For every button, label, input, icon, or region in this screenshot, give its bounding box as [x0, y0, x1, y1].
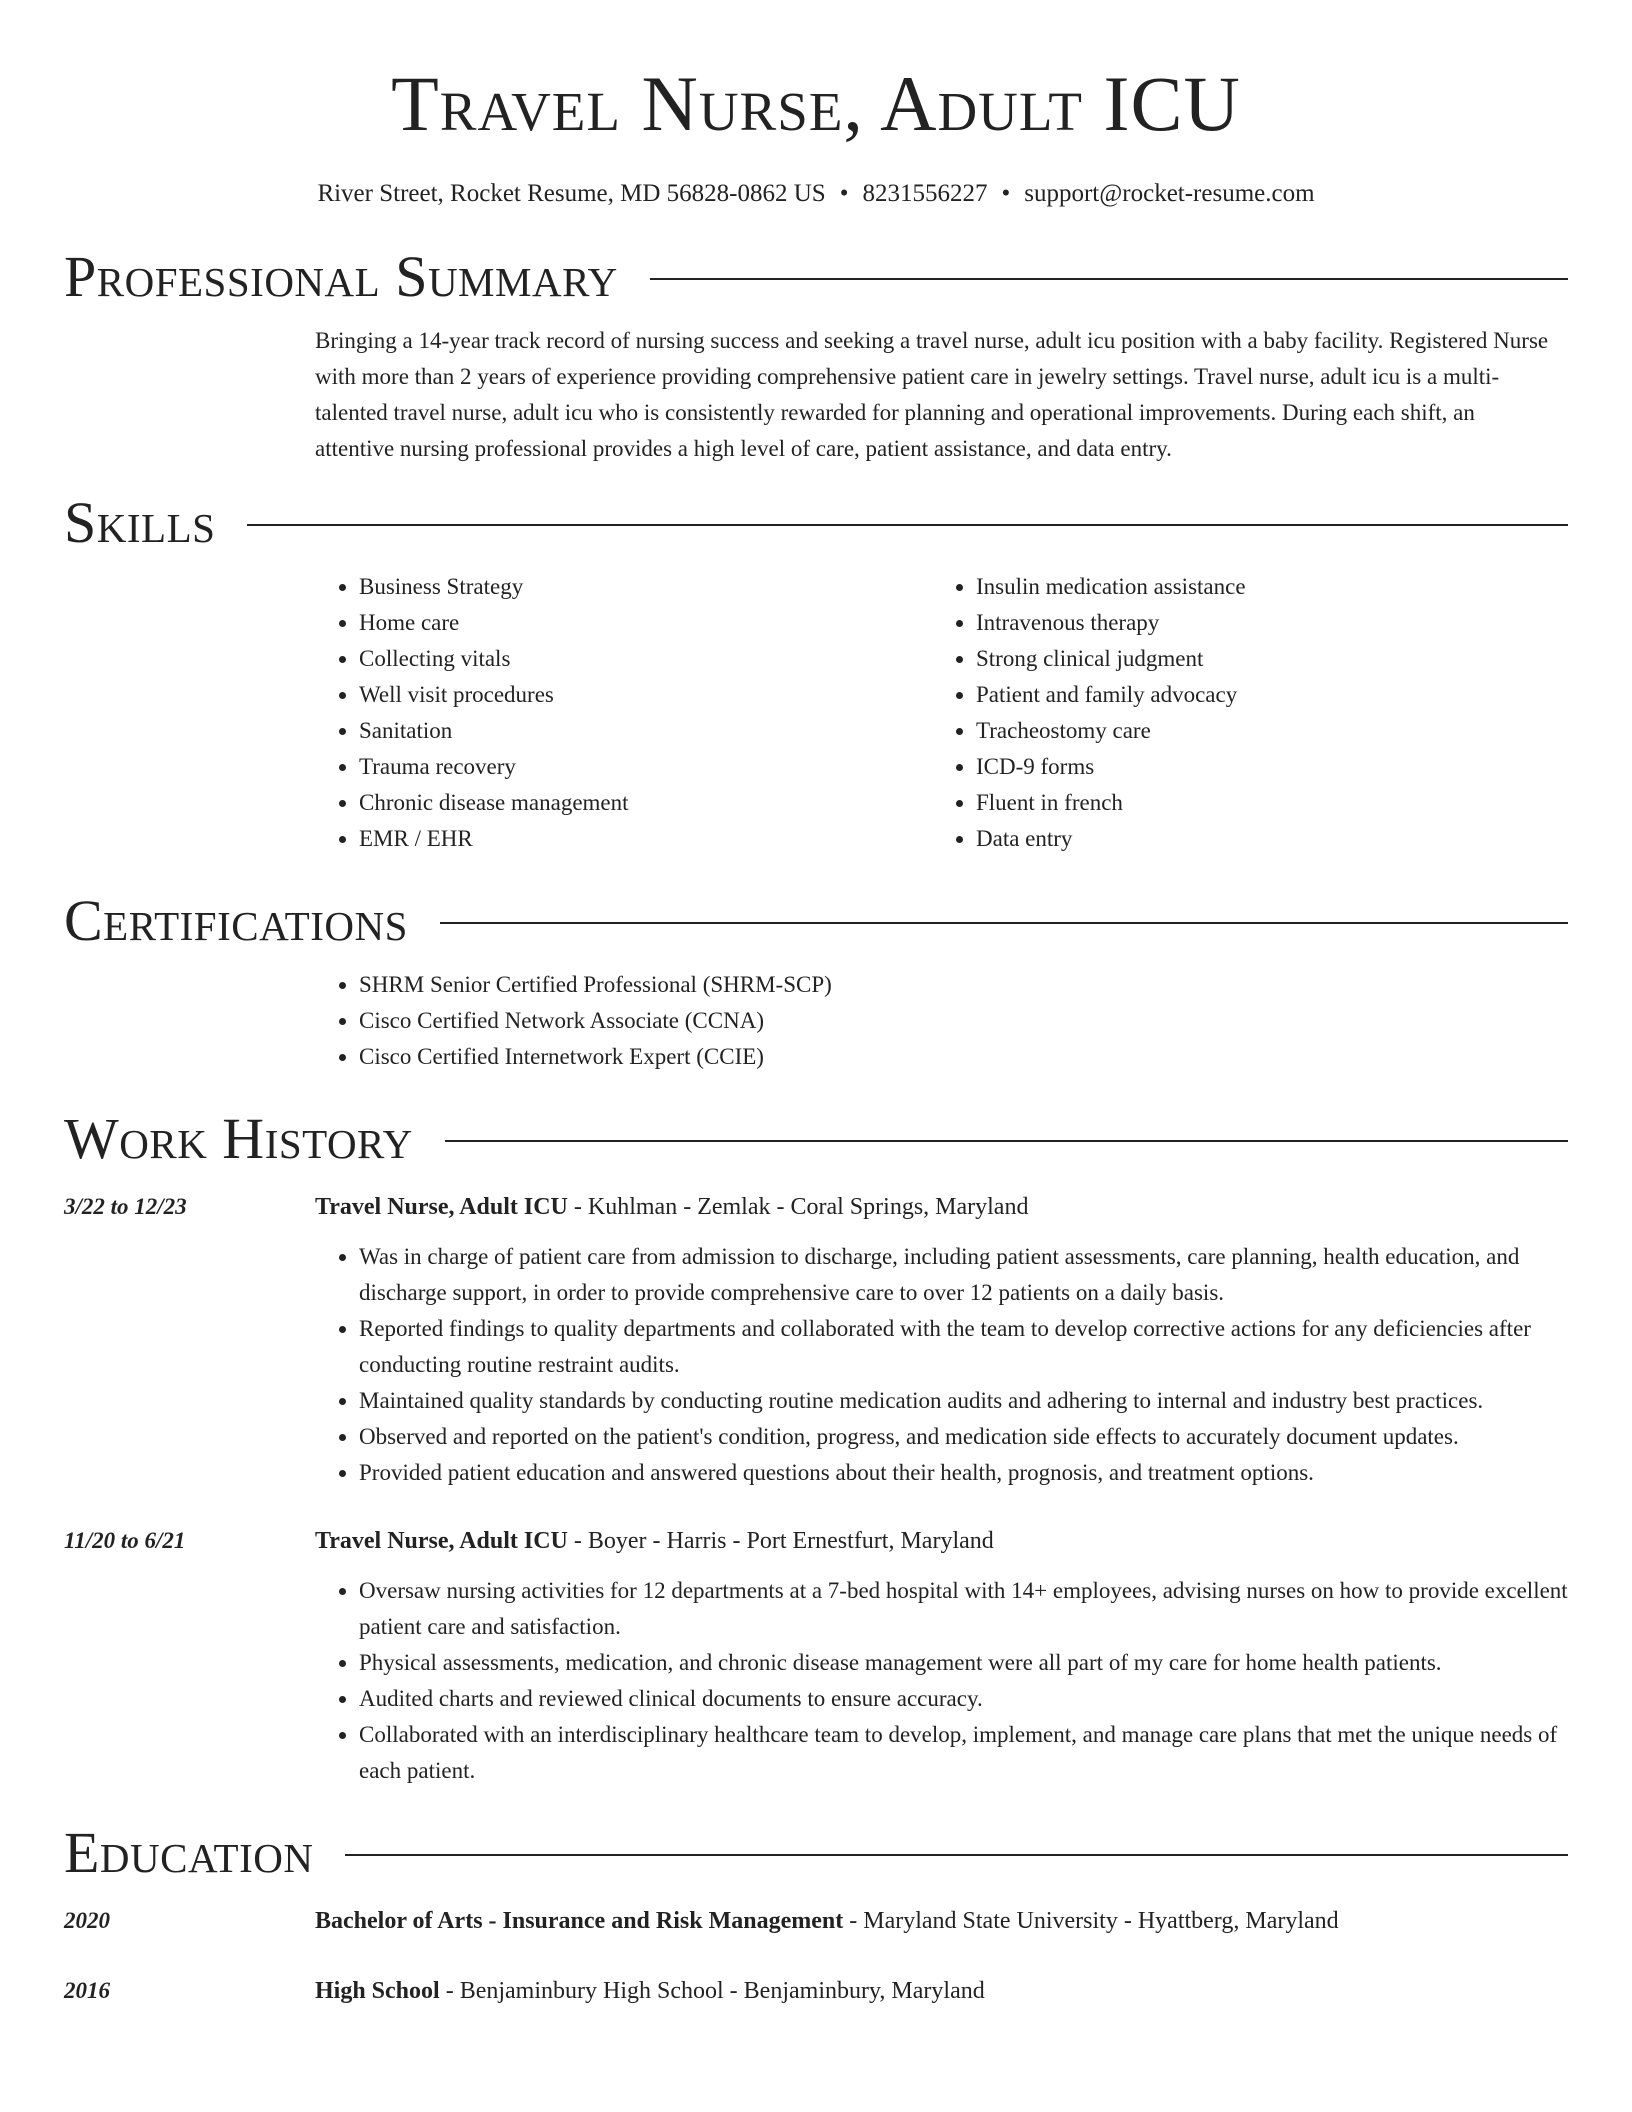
- education-degree: High School: [315, 1978, 440, 2004]
- education-school: - Benjaminbury High School - Benjaminbury, Maryland: [439, 1978, 985, 2004]
- skills-grid: [315, 569, 1568, 857]
- job-entry: [64, 1523, 1568, 1789]
- job-bullet: • Provided patient education and answered questions about their health, prognosis, and treatment options.: [359, 1455, 1568, 1491]
- education-year: 2016: [64, 1978, 110, 2003]
- job-bullet: • Observed and reported on the patient's condition, progress, and medication side effects to accurately document updates.: [359, 1419, 1568, 1455]
- contact-line: [64, 178, 1568, 210]
- education-line: [315, 1903, 1568, 1939]
- skill-item: • ICD-9 forms: [976, 749, 1568, 785]
- education-school: - Maryland State University - Hyattberg, Maryland: [843, 1908, 1339, 1934]
- job-entry: [64, 1189, 1568, 1491]
- skill-item: • Fluent in french: [976, 785, 1568, 821]
- contact-phone: 8231556227: [862, 180, 988, 207]
- job-bullets: [315, 1239, 1568, 1491]
- job-bullet: • Reported findings to quality departments and collaborated with the team to develop corrective actions for any deficiencies after conducting routine restraint audits.: [359, 1311, 1568, 1383]
- job-bullet: • Audited charts and reviewed clinical documents to ensure accuracy.: [359, 1681, 1568, 1717]
- education-year: 2020: [64, 1908, 110, 1933]
- education-body: [315, 1903, 1568, 1939]
- skills-list-right: [932, 569, 1568, 857]
- job-bullet: • Collaborated with an interdisciplinary healthcare team to develop, implement, and manage care plans that met the unique needs of each patient.: [359, 1717, 1568, 1789]
- job-dates: 11/20 to 6/21: [64, 1528, 186, 1553]
- certification-item: • SHRM Senior Certified Professional (SHRM-SCP): [359, 967, 1568, 1003]
- skills-section-header: [64, 491, 1568, 555]
- job-body: [315, 1523, 1568, 1789]
- job-dates: 3/22 to 12/23: [64, 1194, 187, 1219]
- education-degree: Bachelor of Arts - Insurance and Risk Management: [315, 1908, 844, 1934]
- job-bullets: [315, 1573, 1568, 1789]
- section-divider: [247, 524, 1568, 526]
- education-entry: [64, 1903, 1568, 1939]
- skill-item: • Intravenous therapy: [976, 605, 1568, 641]
- summary-section-header: [64, 245, 1568, 309]
- education-heading: Education: [64, 1820, 314, 1885]
- contact-address: River Street, Rocket Resume, MD 56828-0862 US: [317, 180, 826, 207]
- job-title: Travel Nurse, Adult ICU: [315, 1528, 568, 1554]
- skill-item: • Chronic disease management: [359, 785, 932, 821]
- skill-item: • EMR / EHR: [359, 821, 932, 857]
- section-divider: [445, 1140, 1568, 1142]
- education-section-header: [64, 1821, 1568, 1885]
- job-employer: - Boyer - Harris - Port Ernestfurt, Maryland: [567, 1528, 994, 1554]
- job-title: Travel Nurse, Adult ICU: [315, 1194, 568, 1220]
- job-bullet: • Maintained quality standards by conducting routine medication audits and adhering to internal and industry best practices.: [359, 1383, 1568, 1419]
- skill-item: • Patient and family advocacy: [976, 677, 1568, 713]
- work-heading: Work History: [64, 1106, 413, 1171]
- section-divider: [440, 922, 1568, 924]
- job-bullet: • Was in charge of patient care from admission to discharge, including patient assessments, care planning, health education, and discharge support, in order to provide comprehensive care to over 12 patients on a daily basis.: [359, 1239, 1568, 1311]
- skill-item: • Business Strategy: [359, 569, 932, 605]
- job-title-line: [315, 1523, 1568, 1559]
- education-entry: [64, 1973, 1568, 2009]
- job-title-line: [315, 1189, 1568, 1225]
- education-line: [315, 1973, 1568, 2009]
- skill-item: • Trauma recovery: [359, 749, 932, 785]
- skill-item: • Tracheostomy care: [976, 713, 1568, 749]
- skill-item: • Strong clinical judgment: [976, 641, 1568, 677]
- skill-item: • Sanitation: [359, 713, 932, 749]
- skill-item: • Data entry: [976, 821, 1568, 857]
- section-divider: [650, 278, 1568, 280]
- skill-item: • Well visit procedures: [359, 677, 932, 713]
- skill-item: • Home care: [359, 605, 932, 641]
- certifications-section-header: [64, 889, 1568, 953]
- job-employer: - Kuhlman - Zemlak - Coral Springs, Maryland: [567, 1194, 1029, 1220]
- contact-separator: •: [839, 180, 849, 207]
- section-divider: [345, 1854, 1568, 1856]
- certification-item: • Cisco Certified Internetwork Expert (CCIE): [359, 1039, 1568, 1075]
- job-body: [315, 1189, 1568, 1491]
- job-bullet: • Oversaw nursing activities for 12 departments at a 7-bed hospital with 14+ employees, advising nurses on how to provide excellent patient care and satisfaction.: [359, 1573, 1568, 1645]
- skills-list-left: [315, 569, 932, 857]
- certification-item: • Cisco Certified Network Associate (CCNA): [359, 1003, 1568, 1039]
- work-section-header: [64, 1107, 1568, 1171]
- skill-item: • Insulin medication assistance: [976, 569, 1568, 605]
- summary-text: Bringing a 14-year track record of nursing success and seeking a travel nurse, adult icu position with a baby facility. Registered Nurse with more than 2 years of experience providing comprehensive patient care in jewelry settings. Travel nurse, adult icu is a multi-talented travel nurse, adult icu who is consistently rewarded for planning and operational improvements. During each shift, an attentive nursing professional provides a high level of care, patient assistance, and data entry.: [315, 328, 1549, 461]
- contact-separator: •: [1001, 180, 1011, 207]
- certifications-heading: Certifications: [64, 888, 408, 953]
- contact-email: support@rocket-resume.com: [1024, 180, 1315, 207]
- education-body: [315, 1973, 1568, 2009]
- skill-item: • Collecting vitals: [359, 641, 932, 677]
- certifications-list: [315, 967, 1568, 1075]
- resume-name: Travel Nurse, Adult ICU: [391, 60, 1241, 147]
- skills-heading: Skills: [64, 490, 216, 555]
- summary-heading: Professional Summary: [64, 244, 618, 309]
- job-bullet: • Physical assessments, medication, and chronic disease management were all part of my care for home health patients.: [359, 1645, 1568, 1681]
